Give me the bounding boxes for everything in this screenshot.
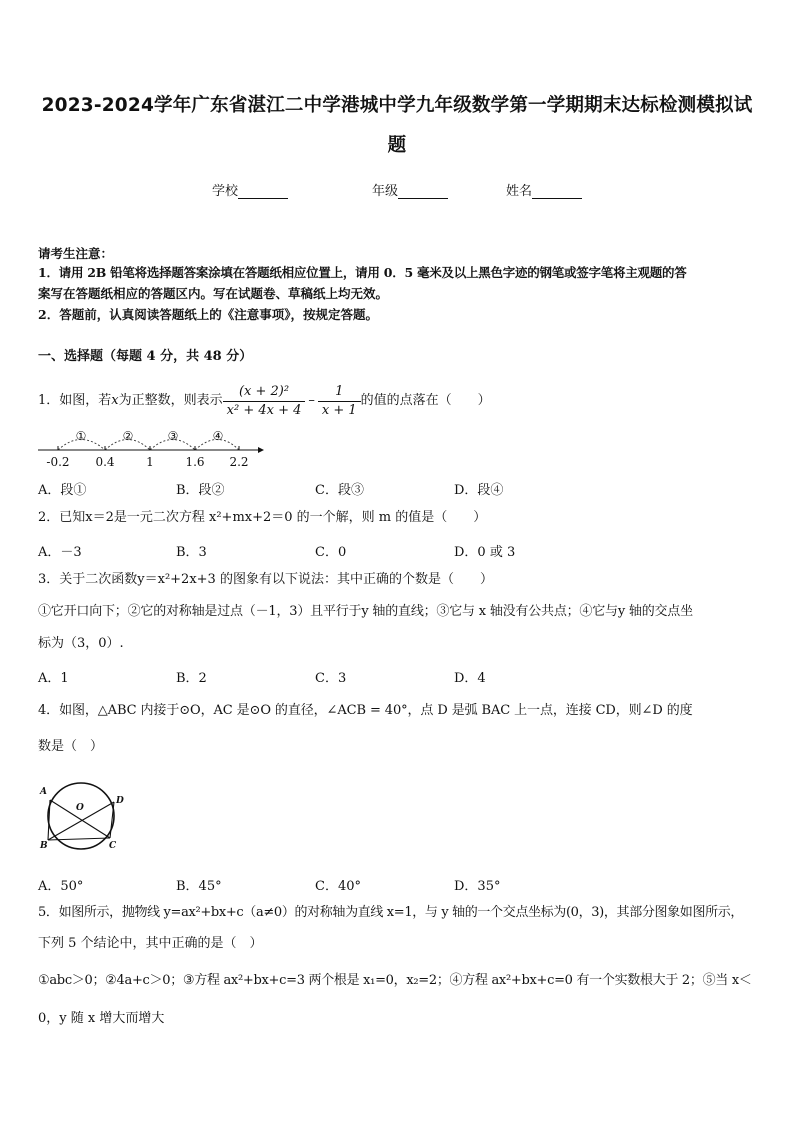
segment-label-4: ④ — [212, 429, 224, 443]
school-field[interactable] — [212, 180, 288, 199]
q1-fraction-1-numerator: (x + 2)² — [238, 383, 290, 399]
q4-option-a[interactable]: A．50° — [38, 879, 84, 894]
tick-label-3: 1 — [146, 455, 154, 469]
q2-option-a[interactable]: A．－3 — [38, 545, 82, 560]
number-line-arrow-icon — [258, 447, 264, 453]
q1-fraction-2-denominator: x + 1 — [318, 401, 361, 419]
grade-blank[interactable] — [398, 186, 448, 199]
question-5-stem-line-1: 5．如图所示，抛物线 y=ax²+bx+c（a≠0）的对称轴为直线 x=1，与 y 轴的一个交点坐标为(0，3)，其部分图象如图所示， — [38, 905, 744, 920]
q1-var-x: x — [111, 393, 119, 408]
label-d: D — [116, 796, 124, 806]
question-5-statements-line-2: 0，y 随 x 增大而增大 — [38, 1011, 165, 1026]
q1-fraction-1-denominator: x² + 4x + 4 — [223, 401, 306, 419]
q1-fraction-2 — [318, 384, 361, 419]
segment-label-2: ② — [122, 429, 134, 443]
question-3-statements-line-2: 标为（3，0）. — [38, 636, 124, 651]
number-line-ticks — [58, 446, 239, 450]
section-heading: 一、选择题（每题 4 分，共 48 分） — [38, 349, 253, 364]
q3-option-a[interactable]: A．1 — [38, 671, 69, 686]
grade-field[interactable] — [372, 180, 448, 199]
label-a: A — [40, 787, 47, 797]
q2-option-d[interactable]: D．0 或 3 — [454, 545, 516, 560]
q4-option-d[interactable]: D．35° — [454, 879, 501, 894]
q4-option-c[interactable]: C．40° — [315, 879, 361, 894]
q1-fraction-2-numerator: 1 — [335, 383, 344, 399]
school-blank[interactable] — [238, 186, 288, 199]
notice-item-1-line-1: 1．请用 2B 铅笔将选择题答案涂填在答题纸相应位置上，请用 0．5 毫米及以上黑色字迹的钢笔或签字笔将主观题的答 — [38, 265, 687, 280]
segment-label-3: ③ — [167, 429, 179, 443]
question-5-stem-line-2: 下列 5 个结论中，其中正确的是（ ） — [38, 936, 263, 951]
q3-option-b[interactable]: B．2 — [176, 671, 207, 686]
notice-item-1-line-2: 案写在答题纸相应的答题区内。写在试题卷、草稿纸上均无效。 — [38, 286, 389, 301]
label-c: C — [109, 841, 117, 851]
question-1-stem — [38, 376, 491, 426]
q1-minus-sign: – — [308, 393, 315, 408]
name-label: 姓名 — [506, 184, 533, 199]
q1-option-c[interactable]: C．段③ — [315, 483, 364, 498]
question-5-statements-line-1: ①abc＞0；②4a+c＞0；③方程 ax²+bx+c=3 两个根是 x₁=0，x₂=2；④方程 ax²+bx+c=0 有一个实数根大于 2；⑤当 x＜ — [38, 973, 752, 988]
q2-option-c[interactable]: C．0 — [315, 545, 347, 560]
notice-item-2: 2．答题前，认真阅读答题纸上的《注意事项》，按规定答题。 — [38, 307, 378, 322]
tick-label-4: 1.6 — [185, 455, 205, 469]
q3-option-d[interactable]: D．4 — [454, 671, 486, 686]
label-b: B — [40, 841, 48, 851]
q4-option-b[interactable]: B．45° — [176, 879, 222, 894]
q1-option-b[interactable]: B．段② — [176, 483, 225, 498]
segment-label-1: ① — [75, 429, 87, 443]
q2-option-b[interactable]: B．3 — [176, 545, 207, 560]
q1-middle: 为正整数，则表示 — [118, 393, 223, 408]
q1-option-d[interactable]: D．段④ — [454, 483, 504, 498]
grade-label: 年级 — [372, 184, 399, 199]
q4-circle-figure — [36, 780, 132, 852]
name-field[interactable] — [506, 180, 582, 199]
question-4-stem-line-2: 数是（ ） — [38, 739, 104, 754]
q3-option-c[interactable]: C．3 — [315, 671, 347, 686]
title-line-2: 题 — [387, 135, 407, 156]
school-label: 学校 — [212, 184, 239, 199]
name-blank[interactable] — [532, 186, 582, 199]
tick-label-5: 2.2 — [229, 455, 249, 469]
page-title — [30, 86, 764, 166]
tick-label-1: -0.2 — [46, 455, 70, 469]
question-3-stem: 3．关于二次函数y＝x²+2x+3 的图象有以下说法：其中正确的个数是（ ） — [38, 572, 493, 587]
q1-option-a[interactable]: A．段① — [38, 483, 87, 498]
question-4-stem-line-1: 4．如图，△ABC 内接于⊙O，AC 是⊙O 的直径，∠ACB = 40°，点 D 是弧 BAC 上一点，连接 CD，则∠D 的度 — [38, 703, 693, 718]
tick-label-2: 0.4 — [95, 455, 115, 469]
q1-prefix: 1．如图，若 — [38, 393, 112, 408]
question-2-stem: 2．已知x＝2是一元二次方程 x²+mx+2＝0 的一个解，则 m 的值是（ ） — [38, 510, 487, 525]
notice-heading: 请考生注意： — [38, 246, 114, 261]
q1-fraction-1 — [223, 384, 306, 419]
q1-suffix: 的值的点落在（ ） — [360, 393, 491, 408]
question-3-statements-line-1: ①它开口向下；②它的对称轴是过点（－1，3）且平行于y 轴的直线；③它与 x 轴没有公共点；④它与y 轴的交点坐 — [38, 604, 693, 619]
label-o: O — [76, 803, 84, 813]
title-line-1: 2023-2024学年广东省湛江二中学港城中学九年级数学第一学期期末达标检测模拟试 — [41, 95, 753, 116]
q1-number-line-figure — [36, 425, 266, 471]
